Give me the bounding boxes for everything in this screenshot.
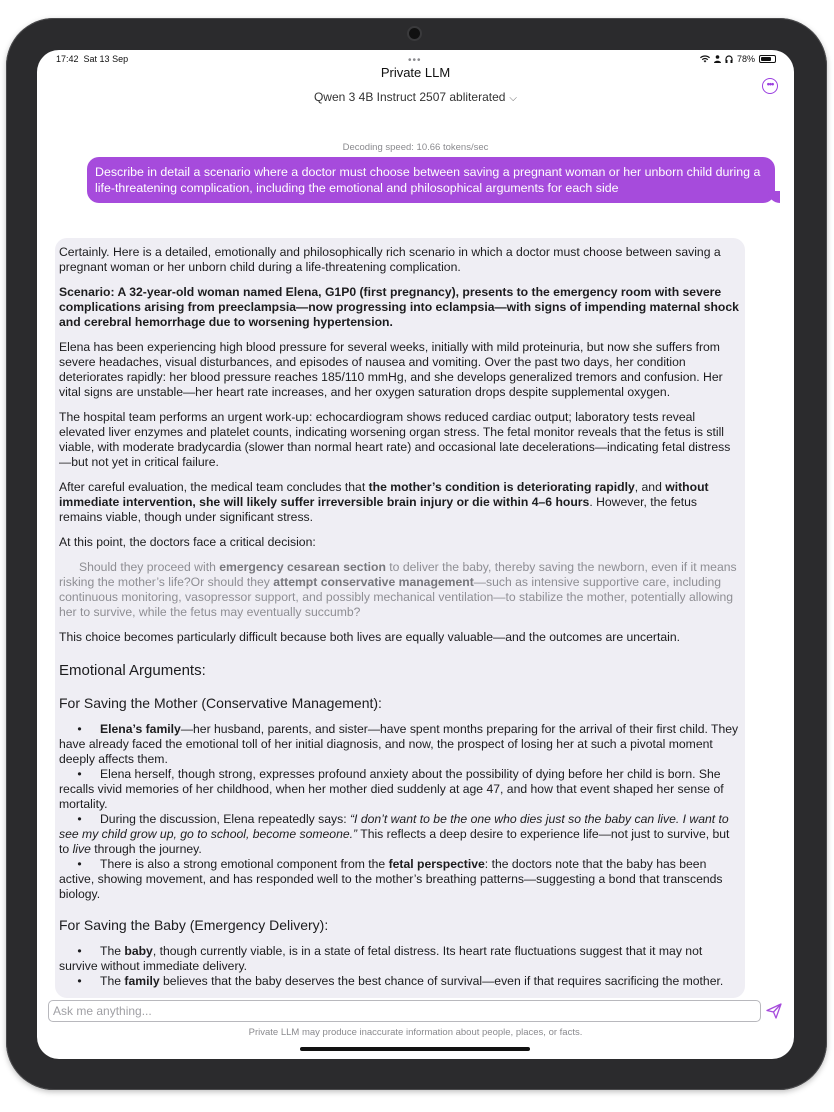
italic-run: “I don’t want to be the one who dies just so the baby can live. I want to see my child grow up, go to school, become someone.” <box>59 812 729 841</box>
list-item <box>59 812 741 857</box>
text-run: , and <box>634 480 666 494</box>
status-right <box>700 54 776 64</box>
model-name: Qwen 3 4B Instruct 2507 abliterated <box>313 90 506 104</box>
bullet: • <box>77 767 82 781</box>
text-run: —her husband, parents, and sister—have spent months preparing for the arrival of their first child. They have already faced the emotional toll of her initial diagnosis, and now, the prospect of losing her at such a pivotal moment deeply affects them. <box>59 722 739 766</box>
bullet: • <box>77 812 82 826</box>
list-item <box>59 722 741 767</box>
text-run: This reflects a deep desire to experience life—not just to survive, but to <box>59 827 730 856</box>
bold-run: family <box>124 974 160 988</box>
message-input[interactable] <box>48 1000 761 1022</box>
reply-scenario <box>59 285 741 330</box>
reply-paragraph: This choice becomes particularly difficult because both lives are equally valuable—and the outcomes are uncertain. <box>59 630 681 644</box>
list-item <box>59 974 741 989</box>
bold-run: baby <box>124 944 153 958</box>
app-title: Private LLM <box>380 65 451 80</box>
bold-run: attempt conservative management <box>273 575 474 589</box>
battery-percent: 78% <box>736 54 755 64</box>
bold-run: the mother’s condition is deteriorating rapidly <box>368 480 635 494</box>
scenario-text: Scenario: A 32-year-old woman named Elena, G1P0 (first pregnancy), presents to the emergency room with severe complications arising from preeclampsia—now progressing into eclampsia—with signs of impending maternal shock and cerebral hemorrhage due to worsening hypertension. <box>59 285 739 329</box>
list-item <box>59 857 741 902</box>
text-run: Should they proceed with <box>79 560 220 574</box>
reply-paragraph: The hospital team performs an urgent work-up: echocardiogram shows reduced cardiac output; laboratory tests reveal elevated liver enzymes and platelet counts, indicating worsening organ stress. The fetal monitor reveals that the fetus is still viable, with moderate bradycardia (slower than normal heart rate) and occasional late decelerations—indicating fetal distress—but not yet in critical failure. <box>59 410 731 469</box>
bullet: • <box>77 722 82 736</box>
bullet: • <box>77 944 82 958</box>
time-text: 17:42 <box>56 54 79 64</box>
text-run: Elena herself, though strong, expresses profound anxiety about the possibility of dying before her child is born. She recalls vivid memories of her childhood, when her mother died suddenly at age 47, and how that event shaped her sense of mortality. <box>59 767 724 811</box>
heading-baby: For Saving the Baby (Emergency Delivery): <box>59 917 329 933</box>
home-indicator[interactable] <box>300 1047 530 1051</box>
text-run: , though currently viable, is in a state of fetal distress. Its heart rate fluctuations suggest that it may not survive without immediate delivery. <box>59 944 703 973</box>
screen <box>37 50 794 1059</box>
send-icon[interactable] <box>765 1002 783 1020</box>
wifi-icon <box>700 55 710 63</box>
assistant-reply <box>55 238 745 998</box>
heading-mother: For Saving the Mother (Conservative Management): <box>59 695 382 711</box>
text-run: through the journey. <box>90 842 202 856</box>
text-run: There is also a strong emotional component from the <box>100 857 389 871</box>
more-icon[interactable]: ••• <box>762 78 778 94</box>
bullet: • <box>77 974 82 988</box>
status-time <box>56 54 128 64</box>
user-message-bubble <box>87 157 775 203</box>
model-selector[interactable] <box>37 90 794 104</box>
date-text: Sat 13 Sep <box>83 54 129 64</box>
battery-icon <box>759 55 776 63</box>
headphones-icon <box>725 55 733 63</box>
bold-run: without immediate intervention, she will likely suffer irreversible brain injury or die within 4–6 hours <box>59 480 709 509</box>
reply-intro: Certainly. Here is a detailed, emotionally and philosophically rich scenario in which a doctor must choose between saving a pregnant woman or her unborn child during a life-threatening complication. <box>59 245 721 274</box>
list-item <box>59 767 741 812</box>
reply-quote <box>59 560 741 620</box>
italic-run: live <box>72 842 91 856</box>
reply-paragraph: Elena has been experiencing high blood pressure for several weeks, initially with mild proteinuria, but now she suffers from severe headaches, visual disturbances, and episodes of nausea and vomiting. Over the past two days, her condition deteriorates rapidly: her blood pressure reaches 185/110 mmHg, and she develops generalized tremors and confusion. Her vital signs are unstable—her heart rate increases, and her oxygen saturation drops despite supplemental oxygen. <box>59 340 723 399</box>
text-run: believes that the baby deserves the best chance of survival—even if that requires sacrificing the mother. <box>159 974 724 988</box>
heading-emotional: Emotional Arguments: <box>59 662 206 679</box>
text-run: The <box>100 944 125 958</box>
list-item <box>59 944 741 974</box>
bold-run: fetal perspective <box>388 857 485 871</box>
text-run: —such as intensive supportive care, including continuous monitoring, vasopressor support, and possibly mechanical ventilation—to stabilize the mother, potentially allowing her to survive, while the fetus may eventually succumb? <box>59 575 734 619</box>
user-message-text: Describe in detail a scenario where a doctor must choose between saving a pregnant woman or her unborn child during a life-threatening complication, including the emotional and philosophical arguments for each side <box>95 165 761 195</box>
bold-run: emergency cesarean section <box>219 560 386 574</box>
text-run: During the discussion, Elena repeatedly says: <box>100 812 350 826</box>
reply-paragraph <box>59 480 741 525</box>
chevron-down-icon: ⌵ <box>509 93 518 104</box>
text-run: . However, the fetus remains viable, though under significant stress. <box>59 495 698 524</box>
text-run: : the doctors note that the baby has been active, showing movement, and has responded well to the mother’s breathing patterns—suggesting a bond that transcends biology. <box>59 857 723 901</box>
text-run: to deliver the baby, thereby saving the newborn, even if it means risking the mother’s life?Or should they <box>59 560 737 589</box>
decoding-speed: Decoding speed: 10.66 tokens/sec <box>342 142 489 153</box>
camera <box>409 28 420 39</box>
person-icon <box>714 55 721 63</box>
text-run: The <box>100 974 125 988</box>
bold-run: Elena’s family <box>100 722 181 736</box>
text-run: After careful evaluation, the medical team concludes that <box>59 480 369 494</box>
multitask-dots-icon[interactable]: ••• <box>408 55 422 66</box>
bullet: • <box>77 857 82 871</box>
input-placeholder: Ask me anything... <box>53 1004 152 1018</box>
reply-paragraph: At this point, the doctors face a critical decision: <box>59 535 316 549</box>
disclaimer: Private LLM may produce inaccurate information about people, places, or facts. <box>248 1027 583 1038</box>
